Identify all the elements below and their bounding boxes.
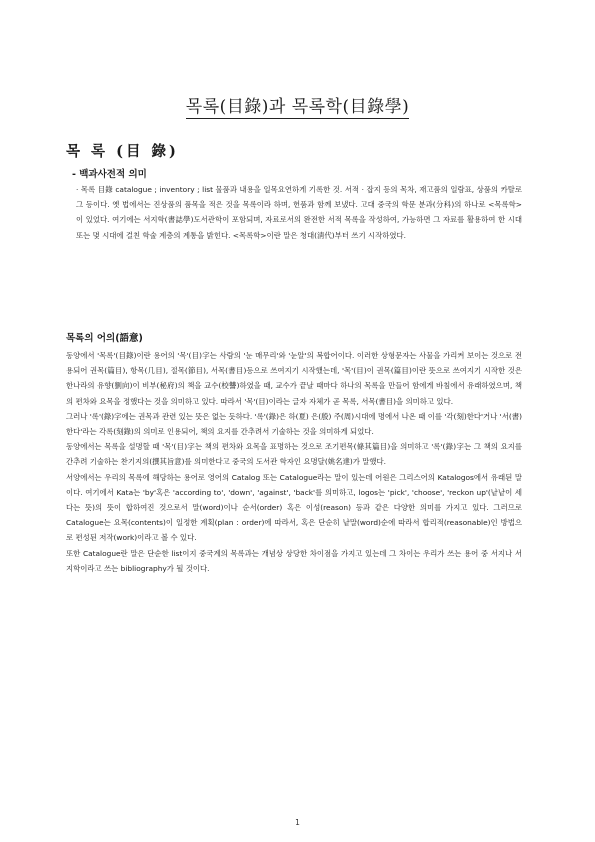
subheading-encyclopedia: - 백과사전적 의미 (72, 169, 147, 180)
etymology-body (66, 348, 522, 576)
document-title-text: 목록(目錄)과 목록학(目錄學) (185, 97, 410, 117)
etymology-paragraph-4: 서양에서는 우리의 목록에 해당하는 용어로 영어의 Catalog 또는 Catalogue라는 말이 있는데 어원은 그리스어의 Katalogos에서 유래된 말이다. 여기에서 Kata는 'by'혹은 'according to', 'down', 'against', 'back'를 의미하고, logos는 'pick', 'choose', 'reckon up'(낱낱이 세다는 뜻)의 뜻이 합하여진 것으로서 말(word)이나 순서(order) 혹은 이성(reason) 등과 같은 다양한 의미를 가지고 있다. 그러므로 Catalogue는 요목(contents)이 일정한 계획(plan : order)에 따라서, 혹은 단순히 낱말(word)순에 따라서 합리적(reasonable)인 방법으로 편성된 저작(work)이라고 볼 수 있다. (66, 472, 522, 543)
encyclopedia-paragraph (76, 182, 522, 243)
subheading-etymology: 목록의 어의(語意) (66, 333, 143, 344)
etymology-paragraph-5: 또한 Catalogue란 말은 단순한 list이지 중국계의 목록과는 개념상 상당한 차이점을 가지고 있는데 그 차이는 우리가 쓰는 용어 중 서지나 서지학이라고 쓰는 bibliography가 될 것이다. (66, 548, 522, 573)
encyclopedia-text: · 목록 目錄 catalogue ; inventory ; list 물품과 내용을 일목요연하게 기록한 것. 서적 · 잡지 등의 목차, 재고품의 일람표, 상품의 카탈로그 등이다. 옛 법에서는 진상품의 품목을 적은 것을 목록이라 하며, 헌품과 함께 보냈다. 고대 중국의 학문 분과(分科)의 하나로 <목록학>이 있었다. 여기에는 서지학(書誌學)도서관학이 포함되며, 자료로서의 완전한 서적 목록을 작성하여, 가능하면 그 자료를 활용하여 한 시대 또는 몇 시대에 걸친 학술 계층의 계통을 밝힌다. <목록학>이란 말은 청대(淸代)부터 쓰기 시작하였다. (76, 185, 522, 240)
document-title (0, 92, 595, 117)
etymology-paragraph-1: 동양에서 '목록'(目錄)이란 용어의 '목'(目)字는 사람의 '눈 매무리'와 '눈알'의 복합어이다. 이러한 상형문자는 사물을 가리켜 보이는 것으로 전용되어 권목(篇目), 항목(几目), 절목(節目), 서목(書目)등으로 쓰여지기 시작했는데, '목'(目)이 권목(篇目)이란 뜻으로 쓰여지기 시작한 것은 한나라의 유향(劉向)이 비부(秘府)의 책을 교수(校讐)하였을 때, 교수가 끝날 때마다 하나의 목록을 만들어 함에게 바침에서 유래하였으며, 책의 편차와 요목을 정했다는 것을 의미하고 있다. 따라서 '목'(目)이라는 글자 자체가 곧 목록, 서목(書目)을 의미하고 있다. (66, 351, 522, 406)
page-number: 1 (295, 818, 300, 827)
section-heading-catalog: 목 록 (目 錄) (66, 143, 179, 160)
etymology-paragraph-3: 동양에서는 목록을 설명할 때 '목'(目)字는 책의 편차와 요목을 표명하는 것으로 조기편목(條其篇目)을 의미하고 '록'(錄)字는 그 책의 요지를 간추려 기술하는 찬기지의(撰其旨意)를 의미한다고 중국의 도서관 학자인 요명달(姚名達)가 말했다. (66, 442, 522, 467)
etymology-paragraph-2: 그러나 '록'(錄)字에는 권목과 관련 있는 뜻은 없는 듯하다. '록'(錄)은 하(夏) 은(殷) 주(周)시대에 명에서 나온 때 이를 '각(刻)한다'거나 '서(書)한다'라는 각록(刻錄)의 의미로 인용되어, 책의 요지를 간추려서 기술하는 것을 의미하게 되었다. (66, 411, 522, 437)
